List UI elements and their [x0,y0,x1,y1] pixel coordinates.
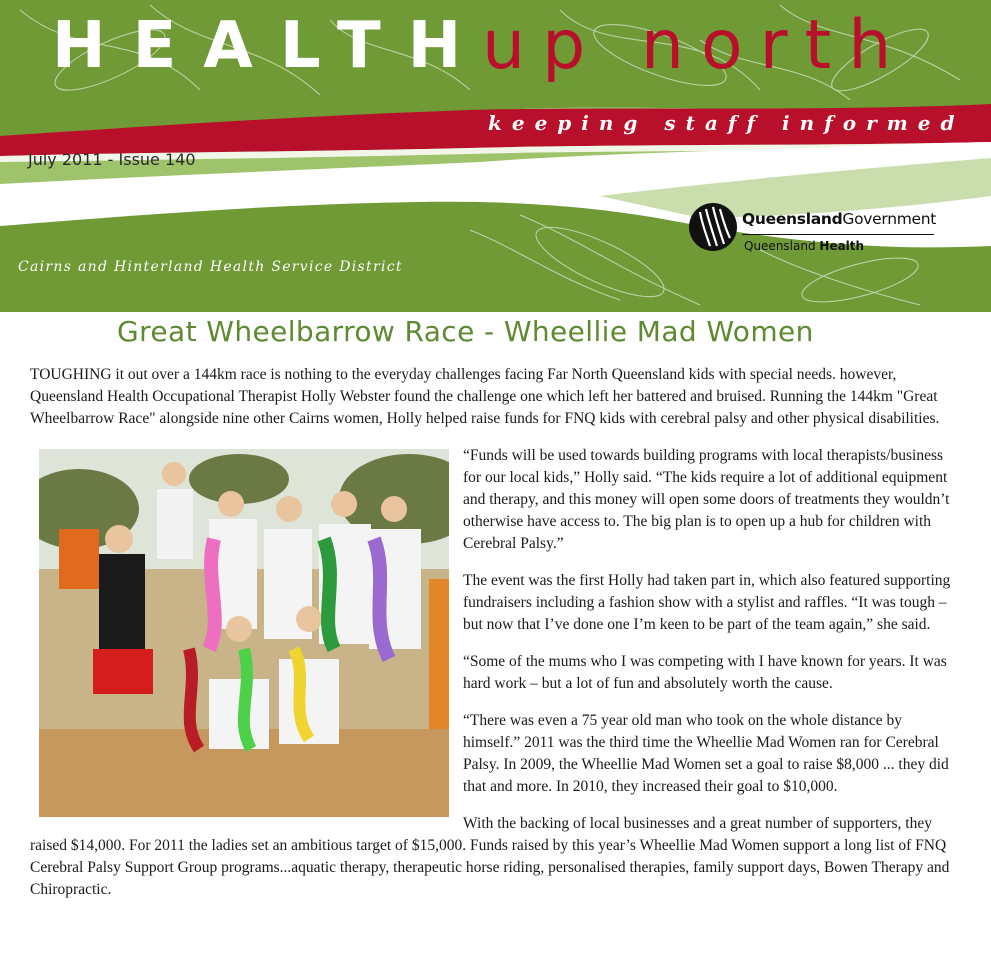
paragraph-6: With the backing of local businesses and a great number of supporters, they raised $14,000. For 2011 the ladies set an ambitious target of $15,000. Funds raised by this year’s Wheellie Mad Women support a long list of FNQ Cerebral Palsy Support Group programs...aquatic therapy, therapeutic horse riding, personalised therapies, family support days, Bowen Therapy and Chiropractic. [30,815,950,898]
issue-label: July 2011 - Issue 140 [28,150,196,169]
queensland-emblem-icon [688,200,738,254]
paragraph-2: “Funds will be used towards building programs with local therapists/business for our local kids,” Holly said. “The kids require a lot of additional equipment and therapy, and this money will open some doors of treatments they wouldn’t otherwise have access to. The big plan is to open up a hub for children with Cerebral Palsy.” [463,447,950,552]
queensland-government-logo [688,200,938,260]
paragraph-5: “There was even a 75 year old man who took on the whole distance by himself.” 2011 was the third time the Wheellie Mad Women ran for Cerebral Palsy. In 2009, the Wheellie Mad Women set a goal to raise $8,000 ... they did that and more. In 2010, they increased their goal to $10,000. [463,712,949,795]
logo-divider [742,234,934,235]
queensland-health-wordmark: Queensland Health [744,239,865,253]
district-name: Cairns and Hinterland Health Service District [18,259,403,275]
article-title: Great Wheelbarrow Race - Wheellie Mad Women [117,315,814,348]
masthead-title-health: HEALTH [52,9,489,83]
masthead [0,0,991,312]
paragraph-4: “Some of the mums who I was competing with I have known for years. It was hard work – but a lot of fun and absolutely worth the cause. [463,653,947,692]
team-photo [39,449,449,817]
article-body [30,364,960,916]
paragraph-3: The event was the first Holly had taken part in, which also featured supporting fundraisers including a fashion show with a stylist and raffles. “It was tough – but now that I’ve done one I’m keen to be part of the team again,” she said. [463,572,951,633]
queensland-government-wordmark: QueenslandGovernment [742,210,937,228]
article [0,312,991,978]
masthead-title-up-north: up north [482,6,909,85]
paragraph-1: TOUGHING it out over a 144km race is nothing to the everyday challenges facing Far North Queensland kids with special needs. however, Queensland Health Occupational Therapist Holly Webster found the challenge one which left her battered and bruised. Running the 144km "Great Wheelbarrow Race" alongside nine other Cairns women, Holly helped raise funds for FNQ kids with cerebral palsy and other physical disabilities. [30,366,940,427]
masthead-tagline: keeping staff informed [488,111,965,135]
